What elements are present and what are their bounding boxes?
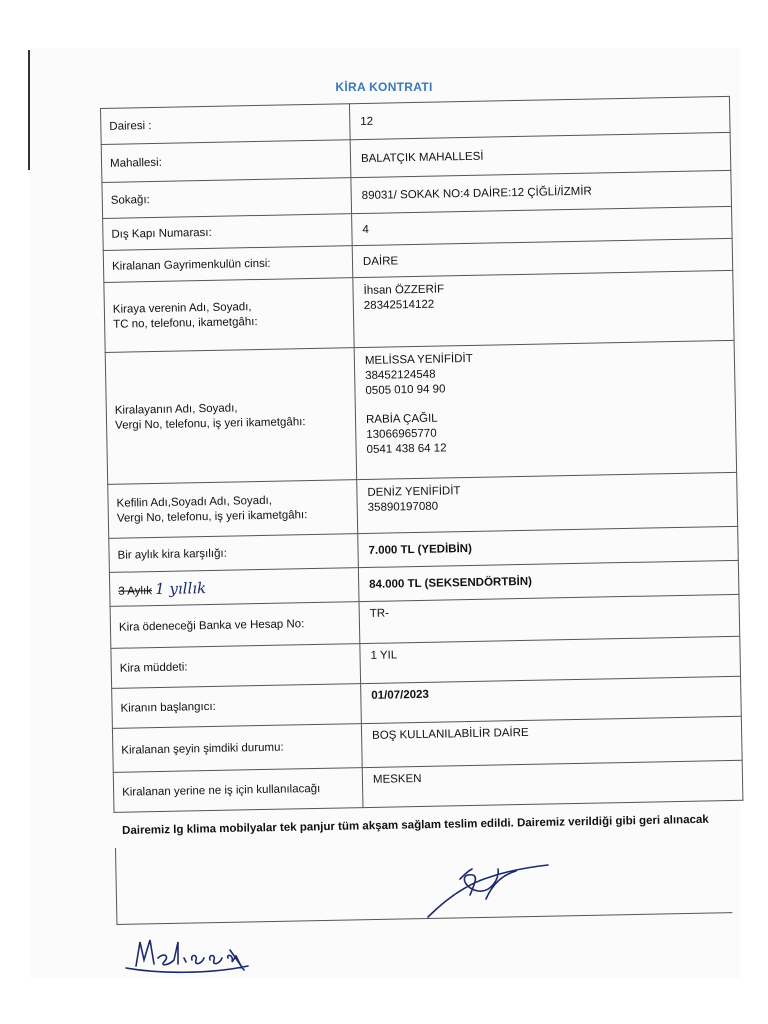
- label-sokagi: Sokağı:: [102, 178, 352, 219]
- value-kefil: [357, 472, 738, 533]
- landlord-signature: [420, 855, 560, 925]
- value-baslangic: 01/07/2023: [361, 676, 742, 723]
- handover-note: Dairemiz lg klima mobilyalar tek panjur tüm akşam sağlam teslim edildi. Dairemiz verildiği gibi geri alınacak: [122, 813, 709, 837]
- label-mahallesi: Mahallesi:: [101, 140, 351, 183]
- value-banka: TR-: [359, 594, 740, 643]
- tenant1-name: MELİSSA YENİFİDİT: [364, 352, 473, 367]
- label-kefil-line2: Vergi No, telefonu, iş yeri ikametgâhı:: [116, 508, 308, 525]
- label-kiraya-veren: [104, 278, 354, 353]
- contract-table: [100, 96, 743, 813]
- value-mahallesi: BALATÇIK MAHALLESİ: [350, 132, 731, 177]
- label-muddet: Kira müddeti:: [111, 644, 361, 689]
- tenant2-id: 13066965770: [366, 427, 437, 441]
- row-kiraya-veren: [104, 270, 734, 352]
- value-kullanim: MESKEN: [362, 760, 743, 807]
- value-kiralayan: [354, 340, 736, 479]
- value-dis-kapi: 4: [352, 206, 733, 245]
- label-kefil-line1: Kefilin Adı,Soyadı Adı, Soyadı,: [116, 494, 273, 510]
- label-kiralayan-line1: Kiralayanın Adı, Soyadı,: [114, 401, 238, 417]
- label-durum: Kiralanan şeyin şimdiki durumu:: [112, 724, 362, 773]
- value-muddet: 1 YIL: [360, 636, 741, 683]
- tenant1-id: 38452124548: [365, 368, 436, 382]
- tenant-signature: [120, 930, 260, 980]
- handwritten-correction: 1 yıllık: [154, 578, 207, 598]
- label-kiralayan-line2: Vergi No, telefonu, iş yeri ikametgâhı:: [114, 415, 306, 432]
- label-aylik-kira: Bir aylık kira karşılığı:: [109, 534, 359, 573]
- guarantor-id: 35890197080: [367, 500, 439, 514]
- label-kiralayan: [105, 348, 356, 485]
- label-cinsi: Kiralanan Gayrimenkulün cinsi:: [103, 246, 353, 283]
- guarantor-name: DENİZ YENİFİDİT: [367, 485, 461, 499]
- contract-table-wrapper: [100, 96, 743, 813]
- row-kiralayan: [105, 340, 736, 484]
- label-dis-kapi: Dış Kapı Numarası:: [103, 214, 353, 251]
- landlord-tc: 28342514122: [363, 298, 435, 312]
- label-dairesi: Dairesi :: [101, 104, 351, 145]
- landlord-name: İhsan ÖZZERİF: [363, 283, 445, 297]
- value-cinsi: DAİRE: [352, 238, 733, 277]
- value-yillik-kira: 84.000 TL (SEKSENDÖRTBİN): [358, 560, 739, 601]
- page-edge-shadow: [28, 50, 30, 170]
- label-banka: Kira ödeneceği Banka ve Hesap No:: [110, 602, 360, 649]
- value-kiraya-veren: [353, 270, 734, 347]
- label-yillik-kira: [109, 568, 359, 607]
- label-kullanim: Kiralanan yerine ne iş için kullanılacağı: [113, 768, 363, 813]
- label-kefil: [108, 480, 358, 539]
- tenant2-phone: 0541 438 64 12: [366, 442, 447, 456]
- label-kiraya-veren-line2: TC no, telefonu, ikametgâhı:: [113, 315, 258, 331]
- tenant2-name: RABİA ÇAĞIL: [365, 412, 438, 426]
- value-dairesi: 12: [349, 96, 730, 139]
- tenant1-phone: 0505 010 94 90: [365, 383, 446, 397]
- value-sokagi: 89031/ SOKAK NO:4 DAİRE:12 ÇİĞLİ/İZMİR: [351, 170, 732, 213]
- label-baslangic: Kiranın başlangıcı:: [112, 684, 362, 729]
- value-durum: BOŞ KULLANILABİLİR DAİRE: [361, 716, 742, 767]
- document-title: KİRA KONTRATI: [335, 80, 433, 94]
- struck-label: 3 Aylık: [118, 584, 153, 598]
- value-aylik-kira: 7.000 TL (YEDİBİN): [358, 526, 739, 567]
- label-kiraya-veren-line1: Kiraya verenin Adı, Soyadı,: [112, 300, 252, 316]
